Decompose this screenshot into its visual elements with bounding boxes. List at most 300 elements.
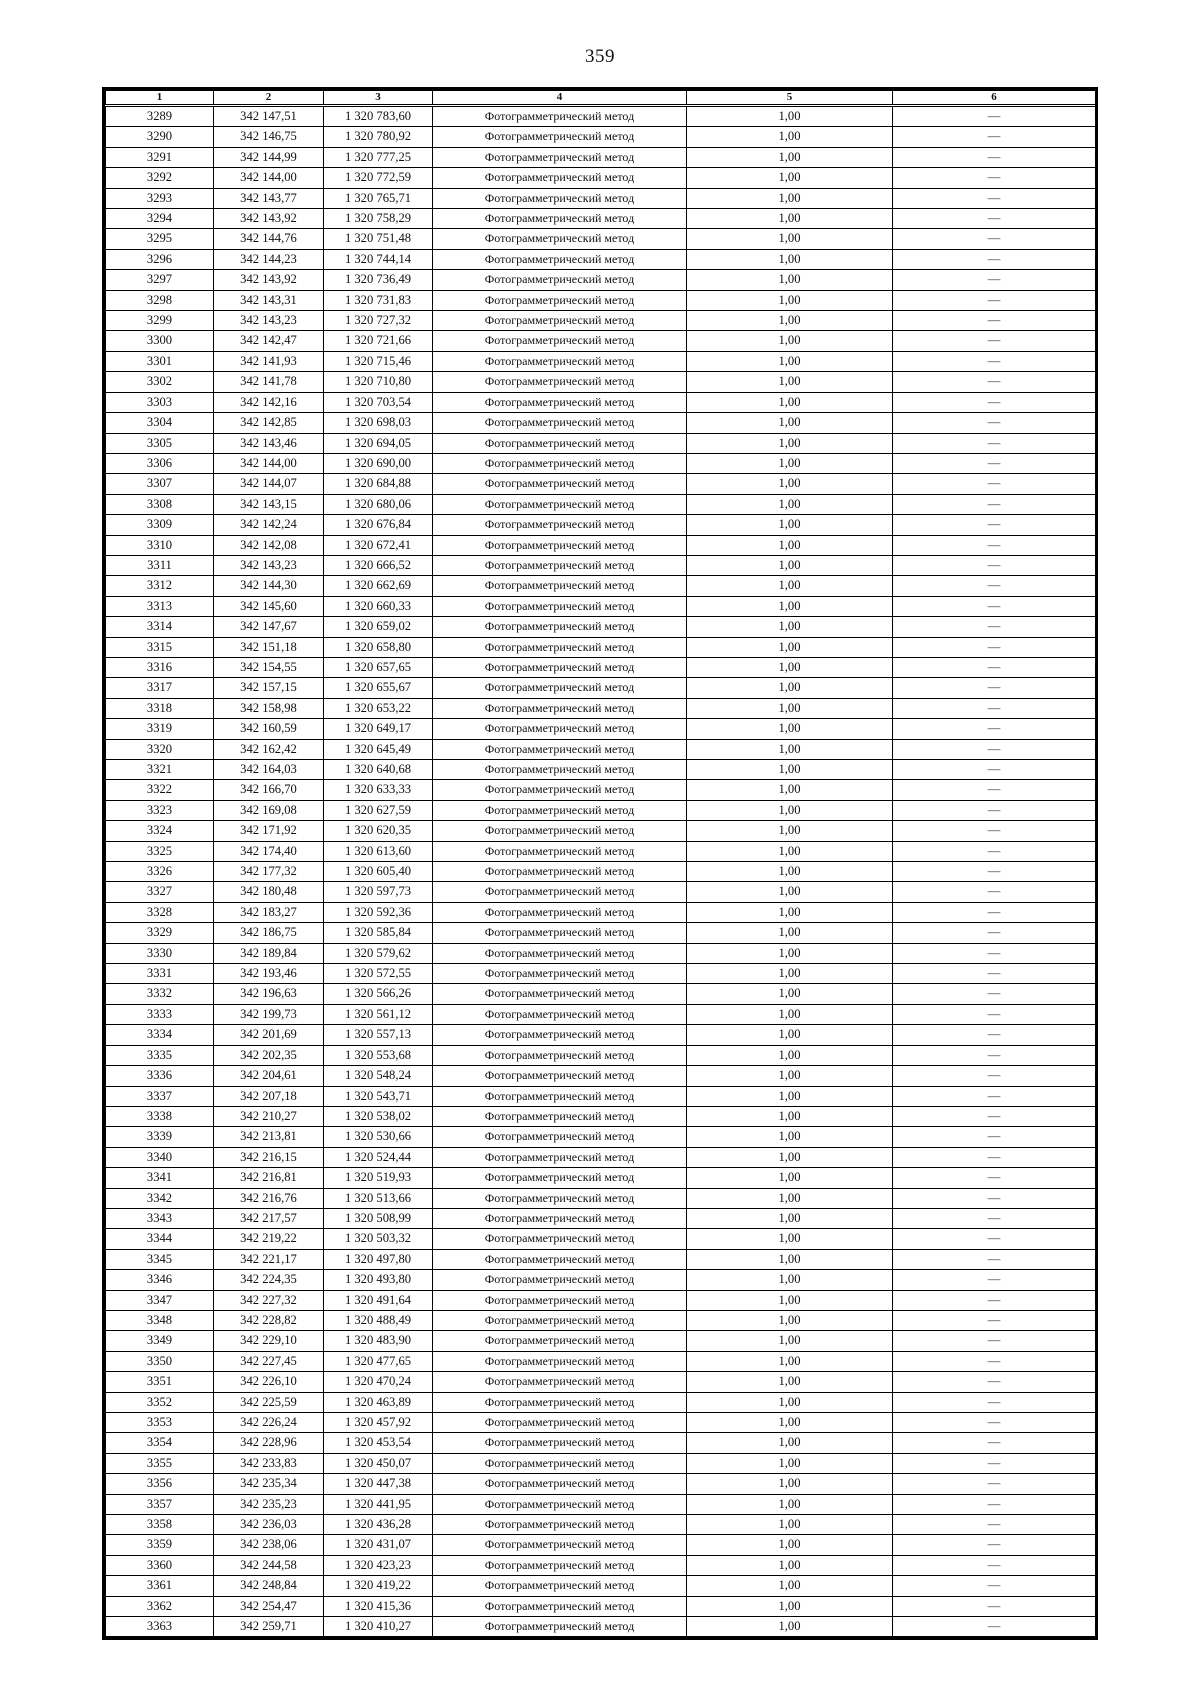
x-coordinate-cell: 342 196,63 [214,984,324,1004]
x-coordinate-cell: 342 219,22 [214,1229,324,1249]
method-cell: Фотограмметрический метод [433,984,687,1004]
method-cell: Фотограмметрический метод [433,249,687,269]
accuracy-cell: 1,00 [687,1413,893,1433]
method-cell: Фотограмметрический метод [433,188,687,208]
method-cell: Фотограмметрический метод [433,1576,687,1596]
x-coordinate-cell: 342 227,45 [214,1351,324,1371]
note-cell: — [893,1474,1096,1494]
y-coordinate-cell: 1 320 503,32 [324,1229,433,1249]
accuracy-cell: 1,00 [687,841,893,861]
note-cell: — [893,1433,1096,1453]
point-number-cell: 3294 [106,209,214,229]
point-number-cell: 3359 [106,1535,214,1555]
x-coordinate-cell: 342 144,30 [214,576,324,596]
table-row [106,862,1096,882]
accuracy-cell: 1,00 [687,311,893,331]
x-coordinate-cell: 342 144,07 [214,474,324,494]
accuracy-cell: 1,00 [687,576,893,596]
y-coordinate-cell: 1 320 676,84 [324,515,433,535]
y-coordinate-cell: 1 320 633,33 [324,780,433,800]
method-cell: Фотограмметрический метод [433,739,687,759]
table-row [106,923,1096,943]
method-cell: Фотограмметрический метод [433,719,687,739]
y-coordinate-cell: 1 320 777,25 [324,147,433,167]
method-cell: Фотограмметрический метод [433,596,687,616]
x-coordinate-cell: 342 166,70 [214,780,324,800]
table-row [106,209,1096,229]
y-coordinate-cell: 1 320 758,29 [324,209,433,229]
note-cell: — [893,657,1096,677]
point-number-cell: 3348 [106,1310,214,1330]
x-coordinate-cell: 342 248,84 [214,1576,324,1596]
table-row [106,780,1096,800]
point-number-cell: 3300 [106,331,214,351]
method-cell: Фотограмметрический метод [433,351,687,371]
note-cell: — [893,1147,1096,1167]
table-row [106,739,1096,759]
accuracy-cell: 1,00 [687,535,893,555]
table-row [106,1617,1096,1637]
accuracy-cell: 1,00 [687,474,893,494]
method-cell: Фотограмметрический метод [433,311,687,331]
point-number-cell: 3331 [106,964,214,984]
note-cell: — [893,1066,1096,1086]
note-cell: — [893,290,1096,310]
y-coordinate-cell: 1 320 415,36 [324,1596,433,1616]
point-number-cell: 3304 [106,413,214,433]
method-cell: Фотограмметрический метод [433,1147,687,1167]
y-coordinate-cell: 1 320 662,69 [324,576,433,596]
point-number-cell: 3293 [106,188,214,208]
accuracy-cell: 1,00 [687,1229,893,1249]
note-cell: — [893,1555,1096,1575]
table-row [106,1392,1096,1412]
y-coordinate-cell: 1 320 410,27 [324,1617,433,1637]
table-row [106,372,1096,392]
accuracy-cell: 1,00 [687,1147,893,1167]
accuracy-cell: 1,00 [687,209,893,229]
method-cell: Фотограмметрический метод [433,943,687,963]
note-cell: — [893,617,1096,637]
note-cell: — [893,372,1096,392]
method-cell: Фотограмметрический метод [433,229,687,249]
accuracy-cell: 1,00 [687,780,893,800]
point-number-cell: 3358 [106,1515,214,1535]
x-coordinate-cell: 342 142,47 [214,331,324,351]
accuracy-cell: 1,00 [687,372,893,392]
point-number-cell: 3357 [106,1494,214,1514]
table-row [106,1025,1096,1045]
point-number-cell: 3346 [106,1270,214,1290]
accuracy-cell: 1,00 [687,943,893,963]
accuracy-cell: 1,00 [687,1535,893,1555]
y-coordinate-cell: 1 320 436,28 [324,1515,433,1535]
note-cell: — [893,1127,1096,1147]
x-coordinate-cell: 342 204,61 [214,1066,324,1086]
point-number-cell: 3292 [106,168,214,188]
y-coordinate-cell: 1 320 605,40 [324,862,433,882]
table-row [106,1413,1096,1433]
y-coordinate-cell: 1 320 561,12 [324,1004,433,1024]
accuracy-cell: 1,00 [687,1270,893,1290]
accuracy-cell: 1,00 [687,637,893,657]
y-coordinate-cell: 1 320 715,46 [324,351,433,371]
table-row [106,1127,1096,1147]
table-row [106,1494,1096,1514]
accuracy-cell: 1,00 [687,1188,893,1208]
table-header [106,91,1096,106]
y-coordinate-cell: 1 320 457,92 [324,1413,433,1433]
table-row [106,1351,1096,1371]
accuracy-cell: 1,00 [687,1596,893,1616]
point-number-cell: 3334 [106,1025,214,1045]
note-cell: — [893,984,1096,1004]
method-cell: Фотограмметрический метод [433,127,687,147]
note-cell: — [893,331,1096,351]
accuracy-cell: 1,00 [687,964,893,984]
table-row [106,106,1096,127]
coordinates-table [102,87,1098,1640]
point-number-cell: 3297 [106,270,214,290]
x-coordinate-cell: 342 225,59 [214,1392,324,1412]
x-coordinate-cell: 342 216,15 [214,1147,324,1167]
x-coordinate-cell: 342 207,18 [214,1086,324,1106]
note-cell: — [893,474,1096,494]
x-coordinate-cell: 342 202,35 [214,1045,324,1065]
note-cell: — [893,596,1096,616]
x-coordinate-cell: 342 254,47 [214,1596,324,1616]
method-cell: Фотограмметрический метод [433,1290,687,1310]
method-cell: Фотограмметрический метод [433,1045,687,1065]
x-coordinate-cell: 342 244,58 [214,1555,324,1575]
accuracy-cell: 1,00 [687,392,893,412]
method-cell: Фотограмметрический метод [433,413,687,433]
accuracy-cell: 1,00 [687,1249,893,1269]
method-cell: Фотограмметрический метод [433,841,687,861]
table-row [106,1188,1096,1208]
point-number-cell: 3362 [106,1596,214,1616]
x-coordinate-cell: 342 228,96 [214,1433,324,1453]
point-number-cell: 3353 [106,1413,214,1433]
method-cell: Фотограмметрический метод [433,1310,687,1330]
table-row [106,719,1096,739]
table-row [106,1372,1096,1392]
point-number-cell: 3313 [106,596,214,616]
x-coordinate-cell: 342 226,10 [214,1372,324,1392]
y-coordinate-cell: 1 320 579,62 [324,943,433,963]
accuracy-cell: 1,00 [687,882,893,902]
y-coordinate-cell: 1 320 585,84 [324,923,433,943]
table-row [106,943,1096,963]
accuracy-cell: 1,00 [687,1617,893,1637]
x-coordinate-cell: 342 201,69 [214,1025,324,1045]
note-cell: — [893,209,1096,229]
accuracy-cell: 1,00 [687,698,893,718]
y-coordinate-cell: 1 320 519,93 [324,1168,433,1188]
accuracy-cell: 1,00 [687,1576,893,1596]
method-cell: Фотограмметрический метод [433,1025,687,1045]
accuracy-cell: 1,00 [687,1392,893,1412]
method-cell: Фотограмметрический метод [433,1331,687,1351]
x-coordinate-cell: 342 147,51 [214,106,324,127]
table-row [106,1515,1096,1535]
method-cell: Фотограмметрический метод [433,576,687,596]
method-cell: Фотограмметрический метод [433,1270,687,1290]
note-cell: — [893,1351,1096,1371]
note-cell: — [893,1535,1096,1555]
note-cell: — [893,862,1096,882]
table-row [106,188,1096,208]
y-coordinate-cell: 1 320 658,80 [324,637,433,657]
accuracy-cell: 1,00 [687,147,893,167]
table-row [106,351,1096,371]
accuracy-cell: 1,00 [687,1474,893,1494]
y-coordinate-cell: 1 320 772,59 [324,168,433,188]
accuracy-cell: 1,00 [687,657,893,677]
note-cell: — [893,1515,1096,1535]
table-body [106,106,1096,1637]
method-cell: Фотограмметрический метод [433,474,687,494]
note-cell: — [893,229,1096,249]
method-cell: Фотограмметрический метод [433,1596,687,1616]
y-coordinate-cell: 1 320 684,88 [324,474,433,494]
table-row [106,596,1096,616]
y-coordinate-cell: 1 320 765,71 [324,188,433,208]
note-cell: — [893,698,1096,718]
y-coordinate-cell: 1 320 690,00 [324,453,433,473]
table-row [106,413,1096,433]
x-coordinate-cell: 342 236,03 [214,1515,324,1535]
x-coordinate-cell: 342 144,99 [214,147,324,167]
method-cell: Фотограмметрический метод [433,1188,687,1208]
note-cell: — [893,106,1096,127]
column-header-3: 3 [324,91,433,106]
note-cell: — [893,453,1096,473]
table-row [106,637,1096,657]
method-cell: Фотограмметрический метод [433,555,687,575]
point-number-cell: 3325 [106,841,214,861]
point-number-cell: 3349 [106,1331,214,1351]
y-coordinate-cell: 1 320 727,32 [324,311,433,331]
y-coordinate-cell: 1 320 491,64 [324,1290,433,1310]
y-coordinate-cell: 1 320 441,95 [324,1494,433,1514]
x-coordinate-cell: 342 143,31 [214,290,324,310]
method-cell: Фотограмметрический метод [433,1494,687,1514]
x-coordinate-cell: 342 162,42 [214,739,324,759]
accuracy-cell: 1,00 [687,413,893,433]
accuracy-cell: 1,00 [687,902,893,922]
accuracy-cell: 1,00 [687,617,893,637]
x-coordinate-cell: 342 158,98 [214,698,324,718]
x-coordinate-cell: 342 142,85 [214,413,324,433]
note-cell: — [893,1106,1096,1126]
x-coordinate-cell: 342 235,23 [214,1494,324,1514]
x-coordinate-cell: 342 210,27 [214,1106,324,1126]
point-number-cell: 3327 [106,882,214,902]
method-cell: Фотограмметрический метод [433,698,687,718]
point-number-cell: 3332 [106,984,214,1004]
point-number-cell: 3318 [106,698,214,718]
point-number-cell: 3311 [106,555,214,575]
accuracy-cell: 1,00 [687,1106,893,1126]
x-coordinate-cell: 342 143,46 [214,433,324,453]
x-coordinate-cell: 342 177,32 [214,862,324,882]
note-cell: — [893,800,1096,820]
note-cell: — [893,270,1096,290]
point-number-cell: 3321 [106,760,214,780]
note-cell: — [893,1413,1096,1433]
point-number-cell: 3338 [106,1106,214,1126]
x-coordinate-cell: 342 144,23 [214,249,324,269]
note-cell: — [893,841,1096,861]
column-header-6: 6 [893,91,1096,106]
accuracy-cell: 1,00 [687,433,893,453]
note-cell: — [893,1229,1096,1249]
note-cell: — [893,147,1096,167]
method-cell: Фотограмметрический метод [433,1208,687,1228]
column-header-5: 5 [687,91,893,106]
x-coordinate-cell: 342 142,24 [214,515,324,535]
note-cell: — [893,1086,1096,1106]
y-coordinate-cell: 1 320 548,24 [324,1066,433,1086]
method-cell: Фотограмметрический метод [433,1168,687,1188]
y-coordinate-cell: 1 320 655,67 [324,678,433,698]
accuracy-cell: 1,00 [687,290,893,310]
method-cell: Фотограмметрический метод [433,760,687,780]
point-number-cell: 3351 [106,1372,214,1392]
x-coordinate-cell: 342 217,57 [214,1208,324,1228]
method-cell: Фотограмметрический метод [433,1004,687,1024]
table-row [106,1147,1096,1167]
table-row [106,964,1096,984]
point-number-cell: 3345 [106,1249,214,1269]
note-cell: — [893,719,1096,739]
y-coordinate-cell: 1 320 447,38 [324,1474,433,1494]
accuracy-cell: 1,00 [687,1515,893,1535]
note-cell: — [893,168,1096,188]
table-row [106,841,1096,861]
y-coordinate-cell: 1 320 653,22 [324,698,433,718]
note-cell: — [893,494,1096,514]
x-coordinate-cell: 342 189,84 [214,943,324,963]
accuracy-cell: 1,00 [687,862,893,882]
accuracy-cell: 1,00 [687,821,893,841]
table-row [106,657,1096,677]
note-cell: — [893,780,1096,800]
y-coordinate-cell: 1 320 513,66 [324,1188,433,1208]
y-coordinate-cell: 1 320 698,03 [324,413,433,433]
accuracy-cell: 1,00 [687,1066,893,1086]
table-row [106,1086,1096,1106]
method-cell: Фотограмметрический метод [433,821,687,841]
accuracy-cell: 1,00 [687,1555,893,1575]
table-row [106,821,1096,841]
y-coordinate-cell: 1 320 453,54 [324,1433,433,1453]
method-cell: Фотограмметрический метод [433,392,687,412]
x-coordinate-cell: 342 154,55 [214,657,324,677]
x-coordinate-cell: 342 216,76 [214,1188,324,1208]
y-coordinate-cell: 1 320 751,48 [324,229,433,249]
note-cell: — [893,943,1096,963]
note-cell: — [893,1168,1096,1188]
method-cell: Фотограмметрический метод [433,1106,687,1126]
method-cell: Фотограмметрический метод [433,147,687,167]
table-row [106,1535,1096,1555]
method-cell: Фотограмметрический метод [433,1413,687,1433]
method-cell: Фотограмметрический метод [433,1086,687,1106]
table-row [106,1290,1096,1310]
x-coordinate-cell: 342 199,73 [214,1004,324,1024]
accuracy-cell: 1,00 [687,596,893,616]
note-cell: — [893,1392,1096,1412]
y-coordinate-cell: 1 320 497,80 [324,1249,433,1269]
table-row [106,984,1096,1004]
x-coordinate-cell: 342 160,59 [214,719,324,739]
point-number-cell: 3344 [106,1229,214,1249]
y-coordinate-cell: 1 320 538,02 [324,1106,433,1126]
point-number-cell: 3310 [106,535,214,555]
y-coordinate-cell: 1 320 483,90 [324,1331,433,1351]
accuracy-cell: 1,00 [687,494,893,514]
y-coordinate-cell: 1 320 666,52 [324,555,433,575]
point-number-cell: 3336 [106,1066,214,1086]
y-coordinate-cell: 1 320 703,54 [324,392,433,412]
accuracy-cell: 1,00 [687,1086,893,1106]
y-coordinate-cell: 1 320 592,36 [324,902,433,922]
accuracy-cell: 1,00 [687,800,893,820]
accuracy-cell: 1,00 [687,923,893,943]
point-number-cell: 3356 [106,1474,214,1494]
table-row [106,1270,1096,1290]
note-cell: — [893,964,1096,984]
point-number-cell: 3315 [106,637,214,657]
y-coordinate-cell: 1 320 680,06 [324,494,433,514]
point-number-cell: 3317 [106,678,214,698]
note-cell: — [893,1270,1096,1290]
note-cell: — [893,1331,1096,1351]
note-cell: — [893,576,1096,596]
accuracy-cell: 1,00 [687,270,893,290]
note-cell: — [893,1494,1096,1514]
point-number-cell: 3303 [106,392,214,412]
method-cell: Фотограмметрический метод [433,433,687,453]
point-number-cell: 3305 [106,433,214,453]
method-cell: Фотограмметрический метод [433,106,687,127]
method-cell: Фотограмметрический метод [433,617,687,637]
accuracy-cell: 1,00 [687,229,893,249]
y-coordinate-cell: 1 320 597,73 [324,882,433,902]
method-cell: Фотограмметрический метод [433,862,687,882]
note-cell: — [893,882,1096,902]
x-coordinate-cell: 342 228,82 [214,1310,324,1330]
x-coordinate-cell: 342 171,92 [214,821,324,841]
y-coordinate-cell: 1 320 530,66 [324,1127,433,1147]
note-cell: — [893,760,1096,780]
x-coordinate-cell: 342 174,40 [214,841,324,861]
point-number-cell: 3340 [106,1147,214,1167]
x-coordinate-cell: 342 157,15 [214,678,324,698]
table-row [106,1596,1096,1616]
accuracy-cell: 1,00 [687,984,893,1004]
method-cell: Фотограмметрический метод [433,515,687,535]
x-coordinate-cell: 342 259,71 [214,1617,324,1637]
x-coordinate-cell: 342 144,00 [214,168,324,188]
note-cell: — [893,1576,1096,1596]
note-cell: — [893,1188,1096,1208]
table-row [106,1004,1096,1024]
table-row [106,515,1096,535]
table-row [106,617,1096,637]
